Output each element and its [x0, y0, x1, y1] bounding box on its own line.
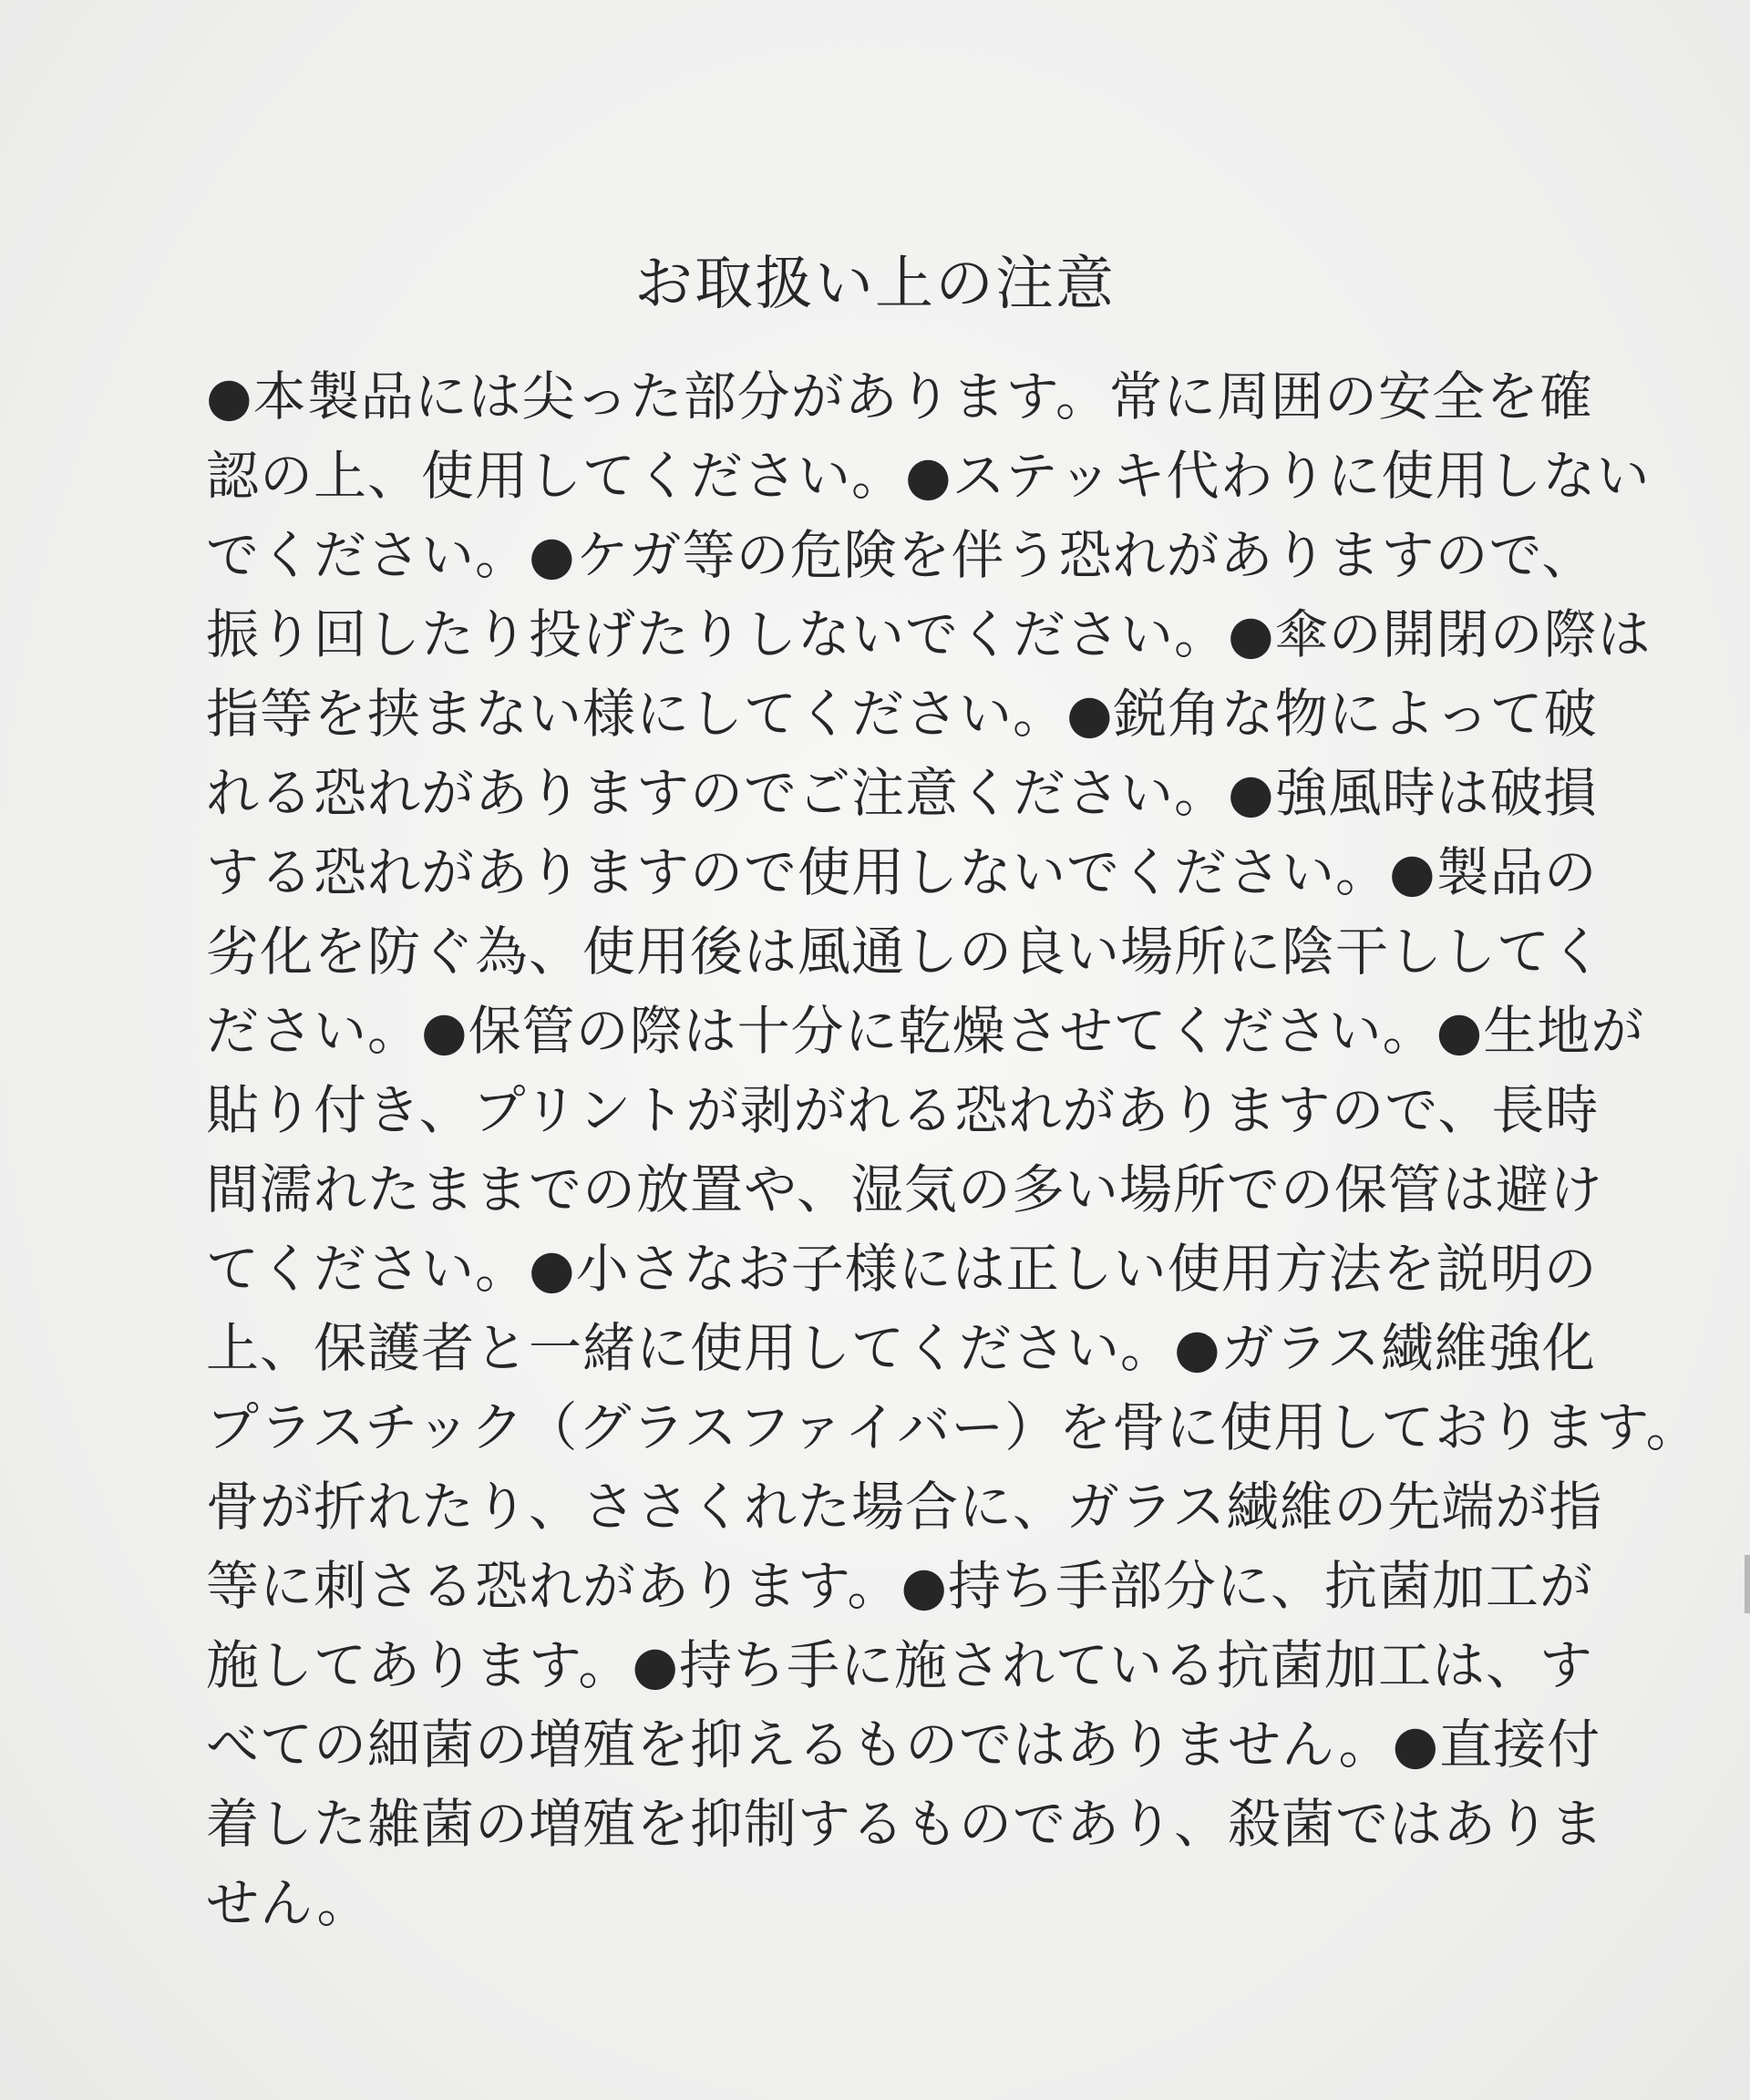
text-line: プラスチック（グラスファイバー）を骨に使用しております。 [206, 1396, 1700, 1458]
text-line: 振り回したり投げたりしないでください。●傘の開閉の際は [206, 603, 1652, 665]
text-line: 指等を挟まない様にしてください。●鋭角な物によって破 [206, 683, 1598, 745]
text-line: ●本製品には尖った部分があります。常に周囲の安全を確 [206, 365, 1593, 427]
text-line: 着した雑菌の増殖を抑制するものであり、殺菌ではありま [206, 1793, 1605, 1855]
text-line: べての細菌の増殖を抑えるものではありません。●直接付 [206, 1714, 1601, 1776]
text-line: てください。●小さなお子様には正しい使用方法を説明の [206, 1238, 1598, 1300]
instructions-body [206, 357, 1700, 1943]
text-line: 上、保護者と一緒に使用してください。●ガラス繊維強化 [206, 1317, 1596, 1379]
text-line: 劣化を防ぐ為、使用後は風通しの良い場所に陰干ししてく [206, 921, 1605, 983]
text-line: 骨が折れたり、ささくれた場合に、ガラス繊維の先端が指 [206, 1476, 1603, 1538]
text-line: ださい。●保管の際は十分に乾燥させてください。●生地が [206, 1000, 1645, 1062]
text-line: 施してあります。●持ち手に施されている抗菌加工は、す [206, 1634, 1593, 1696]
text-line: せん。 [206, 1872, 371, 1934]
text-line: れる恐れがありますのでご注意ください。●強風時は破損 [206, 762, 1598, 824]
edge-shadow [1745, 1555, 1750, 1613]
text-line: 認の上、使用してください。●ステッキ代わりに使用しない [206, 445, 1651, 507]
text-line: 間濡れたままでの放置や、湿気の多い場所での保管は避け [206, 1158, 1603, 1220]
text-line: する恐れがありますので使用しないでください。●製品の [206, 841, 1598, 903]
page-title: お取扱い上の注意 [634, 251, 1116, 318]
text-line: でください。●ケガ等の危険を伴う恐れがありますので、 [206, 524, 1596, 586]
text-line: 貼り付き、プリントが剥がれる恐れがありますので、長時 [206, 1079, 1600, 1141]
text-line: 等に刺さる恐れがあります。●持ち手部分に、抗菌加工が [206, 1555, 1593, 1617]
